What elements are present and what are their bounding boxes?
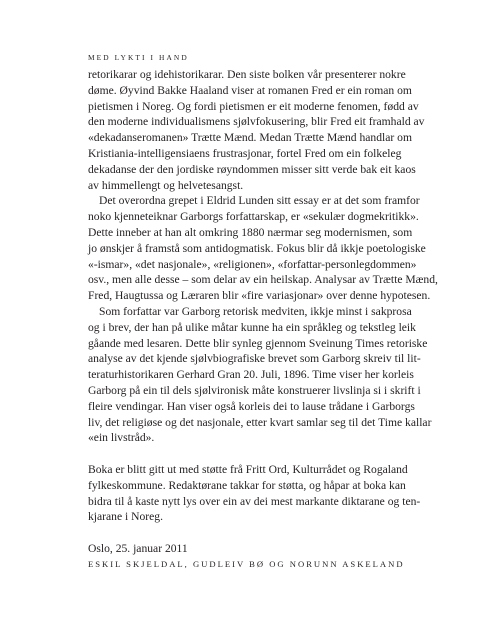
text-line: Det overordna grepet i Eldrid Lunden sitt essay er at det som framfor — [99, 194, 420, 208]
text-line: bidra til å kaste nytt lys over ein av dei mest markante diktarane og ten- — [88, 494, 421, 508]
text-line: Dette inneber at han alt omkring 1880 nærmar seg modernismen, som — [88, 225, 413, 239]
text-line: noko kjenneteiknar Garborgs forfattarskap, er «sekulær dogmekritikk». — [88, 210, 419, 224]
text-line: og i brev, der han på ulike måtar kunne ha ein språkleg og tekstleg leik — [88, 320, 416, 334]
text-line: dekadanse der den jordiske røyndommen misser sitt verde bak eit kaos — [88, 162, 416, 176]
running-head: MED LYKTI I HAND — [88, 53, 189, 62]
text-line: analyse av det kjende sjølvbiografiske brevet som Garborg skreiv til lit- — [88, 352, 421, 366]
text-line: retorikarar og idehistorikarar. Den siste bolken vår presenterer nokre — [88, 68, 406, 81]
paragraph-1 — [88, 67, 425, 193]
text-line: døme. Øyvind Bakke Haaland viser at romanen Fred er ein roman om — [88, 83, 412, 97]
body-text — [88, 67, 438, 573]
text-line: Som forfattar var Garborg retorisk medviten, ikkje minst i sakprosa — [99, 304, 412, 318]
paragraph-gap — [88, 525, 417, 541]
text-line: fleire vendingar. Han viser også korleis dei to lause trådane i Garborgs — [88, 399, 415, 413]
text-line: av himmellengt og helvetesangst. — [88, 178, 244, 192]
text-line: den moderne individualismens sjølvfokusering, blir Fred eit framhald av — [88, 115, 425, 129]
paragraph-4 — [88, 462, 421, 525]
text-line: Kristiania-intelligensiaens frustrasjonar, fortel Fred om ein folkeleg — [88, 146, 402, 160]
text-line: Fred, Haugtussa og Læraren blir «fire variasjonar» over denne hypotesen. — [88, 289, 431, 303]
text-line: fylkeskommune. Redaktørane takkar for støtta, og håpar at boka kan — [88, 478, 406, 492]
text-line: kjarane i Noreg. — [88, 510, 164, 524]
paragraph-gap — [88, 446, 417, 462]
paragraph-2 — [88, 193, 438, 304]
text-line: «ein livstråd». — [88, 431, 155, 445]
text-line: «dekadanseromanen» Trætte Mænd. Medan Trætte Mænd handlar om — [88, 131, 412, 145]
text-line: Garborg på ein til dels sjølvironisk måte konstruerer livslinja si i skrift i — [88, 383, 421, 397]
text-line: liv, det religiøse og det nasjonale, etter kvart samlar seg til det Time kallar — [88, 415, 432, 429]
signature: ESKIL SKJELDAL, GUDLEIV BØ OG NORUNN ASKELAND — [88, 558, 405, 569]
text-line: pietismen i Noreg. Og fordi pietismen er eit moderne fenomen, fødd av — [88, 99, 419, 113]
text-line: teraturhistorikaren Gerhard Gran 20. Juli, 1896. Time viser her korleis — [88, 368, 414, 382]
place-date: Oslo, 25. januar 2011 — [88, 541, 188, 555]
text-line: Boka er blitt gitt ut med støtte frå Fritt Ord, Kulturrådet og Rogaland — [88, 462, 408, 476]
text-line: «-ismar», «det nasjonale», «religionen», «forfattar-personlegdommen» — [88, 257, 417, 271]
text-line: gåande med lesaren. Dette blir synleg gjennom Sveinung Times retoriske — [88, 336, 428, 350]
text-line: jo ønskjer å framstå som antidogmatisk. Fokus blir då ikkje poetologiske — [88, 241, 426, 255]
paragraph-3 — [88, 304, 432, 446]
text-line: osv., men alle desse – som delar av ein heilskap. Analysar av Trætte Mænd, — [88, 273, 438, 287]
